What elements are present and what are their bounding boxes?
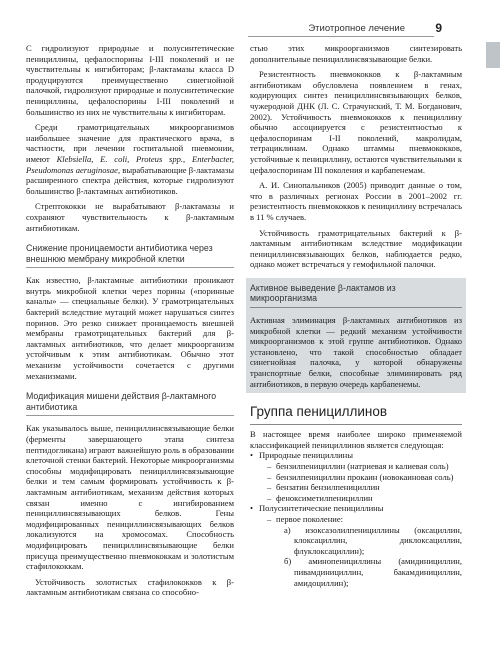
section-title-penicillins: Группа пенициллинов	[250, 401, 462, 425]
subheading-permeability: Снижение проницаемости антибиотика через внешнюю мембрану микробной клетки	[26, 243, 234, 268]
left-column	[26, 43, 234, 598]
list-item: – первое поколение: а) изоксазолилпенициллины (оксациллин, клоксациллин, диклоксациллин, флуклоксациллин); б) аминопенициллины (амидинициллин, пивамдинициллин, бакамдинициллин, амидоциллин);	[267, 514, 462, 588]
paragraph-staph-resistance: Устойчивость золотистых стафилококков к β-лактамным антибиотикам связана со способно-	[26, 576, 234, 598]
paragraph-sinopalnikov: А. И. Синопальников (2005) приводит данные о том, что в различных регионах России в 2001–2002 гг. резистентность пневмококков к пенициллину встречалась в 11 % случаев.	[250, 180, 462, 222]
paragraph-streptococci: Стрептококки не вырабатывают β-лактамазы и сохраняют чувствительность к β-лактамным антибиотикам.	[26, 201, 234, 233]
page-header	[0, 0, 500, 40]
paragraph-gram-negative: Среди грамотрицательных микроорганизмов наибольшее значение для практического врача, в частности, при лечении госпитальной пневмонии, имеют Klebsiella, E. coli, Proteus spp., Enterbacter, Pseudomonas aeruginosae, вырабатывающие β-лактамазы расширенного спектра действия, которые гидролизуют большинство β-лактамных антибиотиков.	[26, 122, 234, 196]
right-column	[250, 43, 462, 588]
page-number: 9	[435, 21, 442, 35]
penicillin-classification-list	[250, 450, 462, 588]
list-item: • Природные пенициллины – бензилпенициллин (натриевая и калиевая соль) – бензилпенициллин прокаин (новокаиновая соль) – бензатин бензилпенициллин – феноксиметилпенициллин	[250, 450, 462, 503]
list-subitem-b: б) аминопенициллины (амидинициллин, пивамдинициллин, бакамдинициллин, амидоциллин);	[284, 556, 462, 588]
list-item: – феноксиметилпенициллин	[267, 493, 462, 504]
list-item: – бензилпенициллин (натриевая и калиевая соль)	[267, 461, 462, 472]
running-header-title: Этиотропное лечение	[308, 23, 405, 34]
paragraph-pneumococci: Резистентность пневмококков к β-лактамным антибиотикам обусловлена появлением в генах, кодирующих синтез пенициллинсвязывающих белков, чужеродной ДНК (Л. С. Страчунский, Т. М. Богданович, 2002). Устойчивость пневмококков к пенициллину обычно ассоциируется с резистентностью к цефалоспоринам I-II поколений, макролидам, тетрациклинам. Однако штаммы пневмококков, устойчивые к пенициллину, остаются чувствительными к цефалоспоринам III поколения и карбапенемам.	[250, 69, 462, 175]
list-item: • Полусинтетические пенициллины – первое поколение: а) изоксазолилпенициллины (оксациллин, клоксациллин, диклоксациллин, флуклоксациллин); б) аминопенициллины (амидинициллин, пивамдинициллин, бакамдинициллин, амидоциллин);	[250, 503, 462, 588]
subheading-efflux: Активное выведение β-лактамов из микроорганизма	[250, 283, 462, 308]
chapter-thumb-tab	[486, 42, 500, 68]
natural-penicillins-list	[267, 461, 462, 503]
paragraph-continued: стью этих микроорганизмов синтезировать дополнительные пенициллинсвязывающие белки.	[250, 43, 462, 64]
paragraph-classification-intro: В настоящее время наиболее широко применяемой классификацией пенициллинов является следующая:	[250, 429, 462, 450]
paragraph-pbp: Как указывалось выше, пенициллинсвязывающие белки (ферменты завершающего этапа синтеза пептидогликана) играют важнейшую роль в образовании клеточной стенки бактерий. Некоторые микроорганизмы способны модифицировать пенициллинсвязывающие белки и тем самым формировать устойчивость к β-лактамным антибиотикам, механизм действия которых связан именно с ингибированием пенициллинсвязывающих белков. Гены модифицированных пенициллинсвязывающих белков локализуются на хромосомах. Способность модифицировать пенициллинсвязывающие белки присуща преимущественно пневмококкам и золотистым стафилококкам.	[26, 423, 234, 572]
list-item: – бензатин бензилпенициллин	[267, 482, 462, 493]
list-item: – бензилпенициллин прокаин (новокаиновая соль)	[267, 472, 462, 483]
shaded-box-efflux	[246, 278, 466, 393]
paragraph-haemophilus: Устойчивость грамотрицательных бактерий к β-лактамным антибиотикам вследствие модификации пенициллинсвязывающих белков, наблюдается редко, однако может встречаться у гемофильной палочки.	[250, 227, 462, 270]
list-subitem-a: а) изоксазолилпенициллины (оксациллин, клоксациллин, диклоксациллин, флуклоксациллин);	[284, 524, 462, 556]
organism-names: Klebsiella, E. coli, Proteus spp., Enterbacter, Pseudomonas aeruginosae	[26, 153, 234, 175]
paragraph-beta-lactamase-classes: С гидролизуют природные и полусинтетические пенициллины, цефалоспорины I-III поколений и не чувствительны к ингибиторам; β-лактамазы класса D продуцируются преимущественно синегнойной палочкой, гидролизуют природные и полусинтетические пенициллины, цефалоспорины I-III поколений и большинство из них не чувствительны к ингибиторам.	[26, 43, 234, 117]
paragraph-efflux: Активная элиминация β-лактамных антибиотиков из микробной клетки — редкий механизм устойчивости микроорганизмов к этой группе антибиотиков. Однако установлено, что такой способностью обладает синегнойная палочка, у которой обнаружены транспортные белки, способные элиминировать ряд антибиотиков, в первую очередь карбапенемы.	[250, 315, 462, 389]
paragraph-porins: Как известно, β-лактамные антибиотики проникают внутрь микробной клетки через порины («поринные каналы» — специальные белки). У грамотрицательных бактерий вследствие мутаций может нарушаться синтез поринов. Это резко снижает проницаемость внешней мембраны грамотрицательных бактерий для β-лактамных антибиотиков, что делает микроорганизм устойчивым к этим антибиотикам. Обычно этот механизм устойчивости сочетается с другими механизмами.	[26, 275, 234, 381]
semisynthetic-penicillins-list	[267, 514, 462, 588]
subheading-target-modification: Модификация мишени действия β-лактамного антибиотика	[26, 391, 234, 416]
header-rule	[248, 36, 434, 37]
